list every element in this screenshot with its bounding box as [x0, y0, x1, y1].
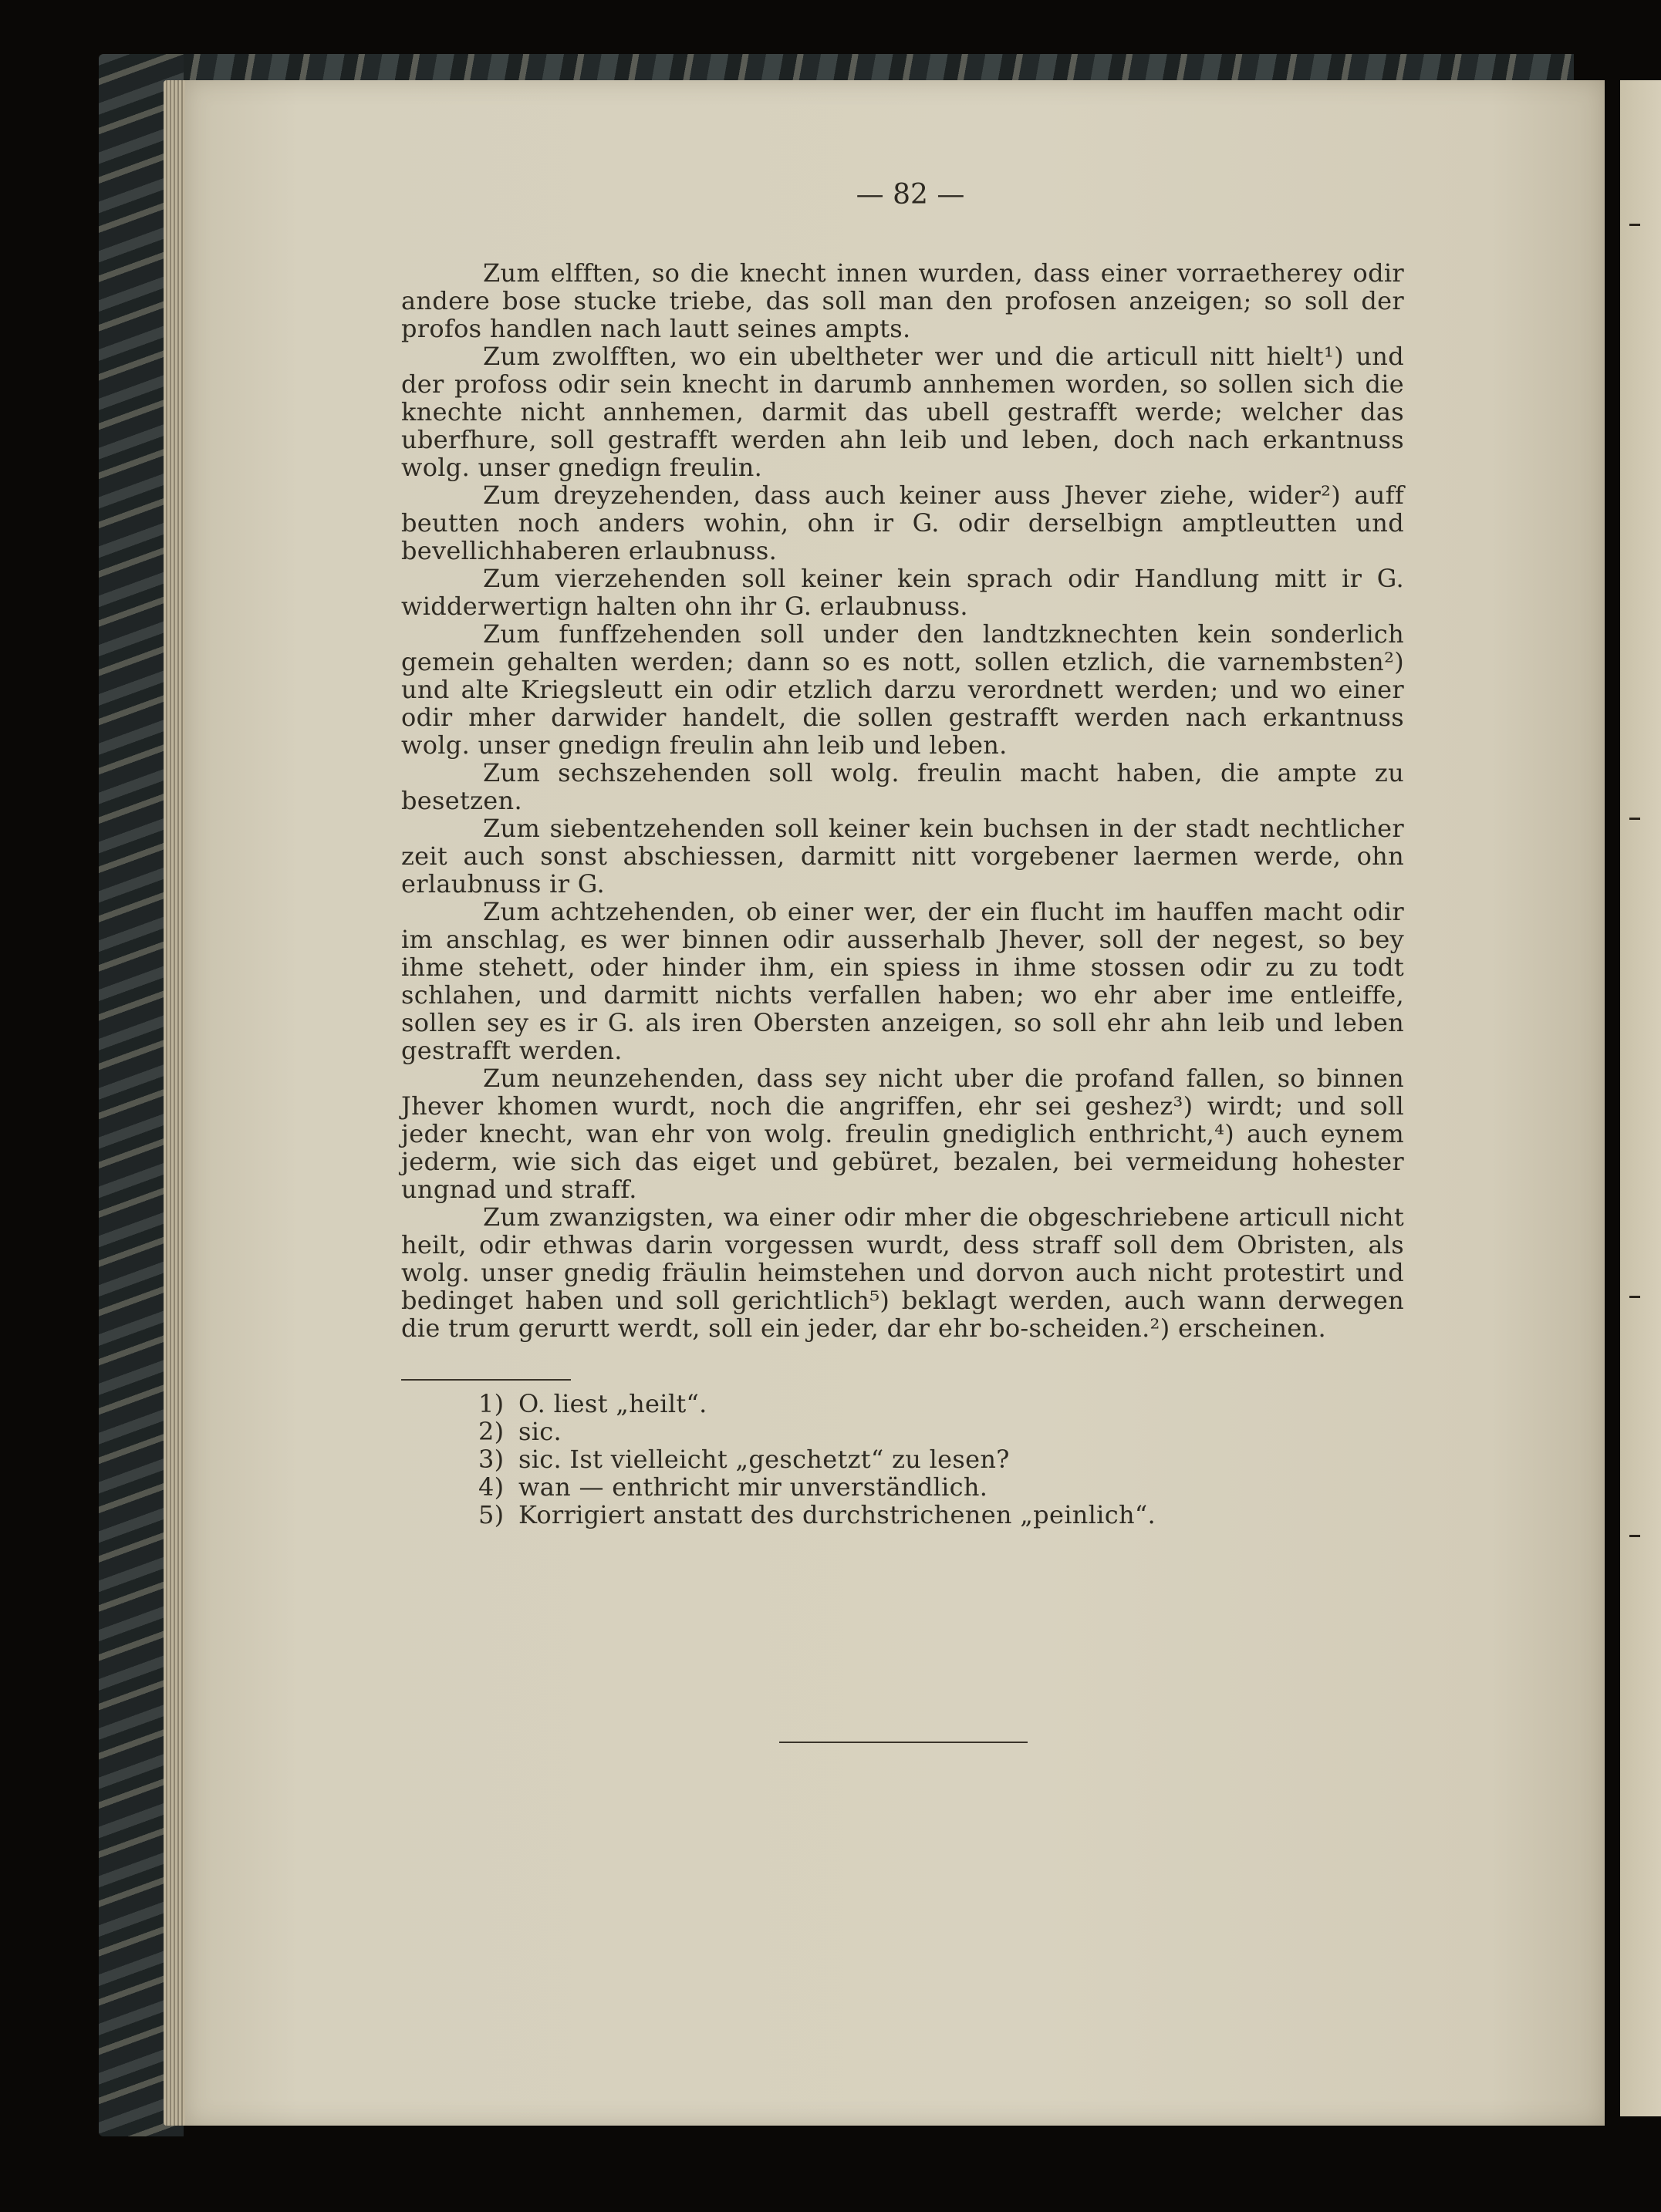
page-number: — 82 — — [856, 179, 965, 211]
footnote-number: 3) — [478, 1445, 505, 1474]
paragraph: Zum sechszehenden soll wolg. freulin macht haben, die ampte zu besetzen. — [401, 758, 1404, 815]
footnote-number: 1) — [478, 1389, 505, 1418]
footnote-separator — [401, 1379, 571, 1381]
footnote-text: O. liest „heilt“. — [518, 1389, 707, 1418]
footnote-text: wan — enthricht mir unverständlich. — [518, 1472, 988, 1502]
footnote — [478, 1445, 1327, 1473]
paragraph: Zum achtzehenden, ob einer wer, der ein flucht im hauffen macht odir im anschlag, es wer binnen odir ausserhalb Jhever, soll der negest, so bey ihme stehett, oder hinder ihm, ein spiess in ihme stossen odir zu zu todt schlahen, und darmitt nichts verfallen haben; wo ehr aber ime entleiffe, sollen sey es ir G. als iren Obersten anzeigen, so soll ehr ahn leib und leben gestrafft werden. — [401, 897, 1404, 1065]
paragraph: Zum siebentzehenden soll keiner kein buchsen in der stadt nechtlicher zeit auch sonst abschiessen, darmitt nitt vorgebener laermen werde, ohn erlaubnuss ir G. — [401, 814, 1404, 899]
footnote-text: sic. — [518, 1417, 562, 1446]
paragraph: Zum vierzehenden soll keiner kein sprach odir Handlung mitt ir G. widderwertign halten ohn ihr G. erlaubnuss. — [401, 564, 1404, 621]
footnote — [478, 1418, 1327, 1445]
facing-page-mark — [1629, 1535, 1640, 1537]
paragraph: Zum funffzehenden soll under den landtzknechten kein sonderlich gemein gehalten werden; dann so es nott, sollen etzlich, die varnembsten²) und alte Kriegsleutt ein odir etzlich darzu verordnett werden; und wo einer odir mher darwider handelt, die sollen gestrafft werden nach erkantnuss wolg. unser gnedign freulin ahn leib und leben. — [401, 619, 1404, 760]
facing-page-mark — [1629, 818, 1640, 820]
footnote-number: 2) — [478, 1417, 505, 1446]
footnote — [478, 1390, 1327, 1418]
end-rule — [779, 1742, 1028, 1743]
footnote — [478, 1501, 1327, 1529]
paragraph: Zum zwanzigsten, wa einer odir mher die obgeschriebene articull nicht heilt, odir ethwas darin vorgessen wurdt, dess straff soll dem Obristen, als wolg. unser gnedig fräulin heimstehen und dorvon auch nicht protestirt und bedinget haben und soll gerichtlich⁵) beklagt werden, auch wann derwegen die trum gerurtt werdt, soll ein jeder, dar ehr bo-scheiden.²) erscheinen. — [401, 1202, 1404, 1343]
paragraph: Zum elfften, so die knecht innen wurden, dass einer vorraetherey odir andere bose stucke triebe, das soll man den profosen anzeigen; so soll der profos handlen nach lautt seines ampts. — [401, 258, 1404, 343]
footnote-number: 4) — [478, 1472, 505, 1502]
facing-page-mark — [1629, 1296, 1640, 1298]
footnote-text: sic. Ist vielleicht „geschetzt“ zu lesen? — [518, 1445, 1010, 1474]
footnote-number: 5) — [478, 1500, 505, 1529]
footnote-text: Korrigiert anstatt des durchstrichenen „peinlich“. — [518, 1500, 1156, 1529]
main-text — [401, 259, 1404, 1342]
paragraph: Zum neunzehenden, dass sey nicht uber die profand fallen, so binnen Jhever khomen wurdt, noch die angriffen, ehr sei geshez³) wirdt; und soll jeder knecht, wan ehr von wolg. freulin gnediglich enthricht,⁴) auch eynem jederm, wie sich das eiget und gebüret, bezalen, bei vermeidung hohester ungnad und straff. — [401, 1064, 1404, 1204]
facing-page-edge — [1620, 80, 1661, 2116]
footnotes — [478, 1390, 1327, 1529]
paragraph: Zum dreyzehenden, dass auch keiner auss Jhever ziehe, wider²) auff beutten noch anders wohin, ohn ir G. odir derselbign amptleutten und bevellichhaberen erlaubnuss. — [401, 481, 1404, 565]
paragraph: Zum zwolfften, wo ein ubeltheter wer und die articull nitt hielt¹) und der profoss odir sein knecht in darumb annhemen worden, so sollen sich die knechte nicht annhemen, darmit das ubell gestrafft werde; welcher das uberfhure, soll gestrafft werden ahn leib und leben, doch nach erkantnuss wolg. unser gnedign freulin. — [401, 342, 1404, 482]
facing-page-mark — [1629, 224, 1640, 226]
footnote — [478, 1473, 1327, 1501]
